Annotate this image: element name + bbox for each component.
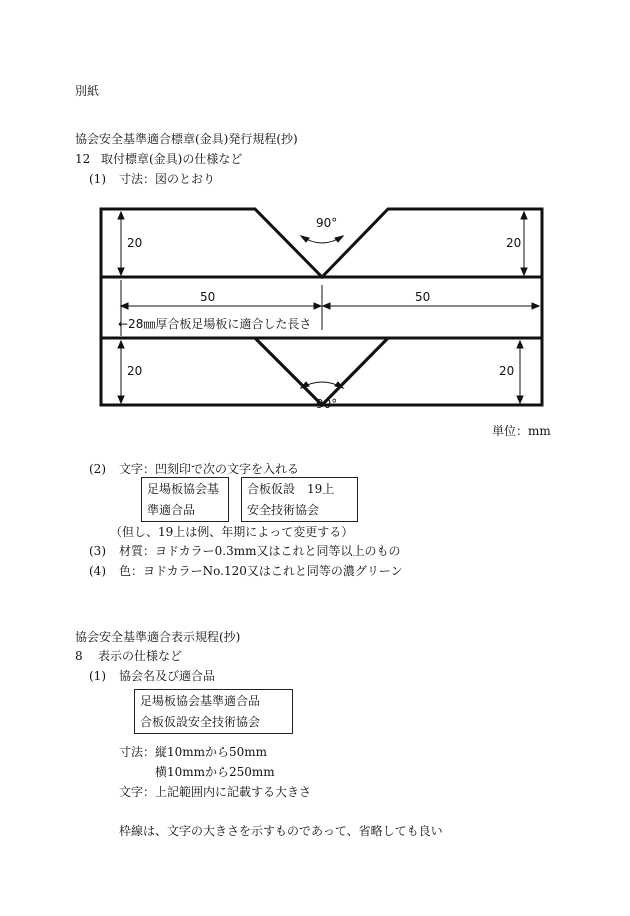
section1-sub4-text: 色：ヨドカラーNo.120又はこれと同等の濃グリーン: [119, 564, 403, 578]
label-box-line1: 足場板協会基準適合品: [140, 694, 261, 708]
character-spec: 文字：上記範囲内に記載する大きさ: [119, 785, 312, 799]
section1-item-title: 取付標章(金具)の仕様など: [101, 152, 243, 166]
section1-item-number: 12: [75, 152, 91, 166]
dim-20-top-right: 20: [506, 236, 522, 250]
section1-sub1-text: 寸法：図のとおり: [119, 172, 216, 186]
section2-sub1-number: (1): [89, 669, 106, 683]
stamp-box-right-line1: 合板仮設 19上: [247, 482, 335, 496]
dim-50-left: 50: [200, 290, 216, 304]
figure-note: ←28㎜厚合板足場板に適合した長さ: [118, 317, 312, 331]
section2-title: 協会安全基準適合表示規程(抄): [75, 630, 241, 644]
stamp-box-left: [141, 477, 229, 522]
stamp-box-right-line2: 安全技術協会: [247, 503, 320, 517]
stamp-box-right: [241, 477, 358, 522]
stamp-box-left-line2: 準適合品: [147, 503, 196, 517]
section1-sub1-number: (1): [89, 172, 106, 186]
year-remark: （但し、19上は例、年期によって変更する）: [110, 525, 354, 539]
section2-item-title: 表示の仕様など: [98, 649, 183, 663]
section1-sub4-number: (4): [89, 564, 106, 578]
angle-top-label: 90°: [316, 216, 338, 230]
section1-title: 協会安全基準適合標章(金具)発行規程(抄): [75, 132, 298, 146]
unit-label: 単位：mm: [492, 424, 551, 438]
bottom-plate-outline: [101, 338, 542, 405]
label-box-line2: 合板仮設安全技術協会: [140, 715, 261, 729]
angle-bottom-label: 90°: [316, 397, 338, 411]
bottom-notch: [255, 338, 388, 405]
dim-20-bottom-left: 20: [127, 364, 143, 378]
section1-sub2-number: (2): [89, 462, 106, 476]
frame-note: 枠線は、文字の大きさを示すものであって、省略しても良い: [119, 824, 443, 838]
section2-item-number: 8: [75, 649, 83, 663]
dimension-lines: [118, 212, 539, 403]
section2-sub1-text: 協会名及び適合品: [119, 669, 216, 683]
attachment-label: 別紙: [75, 84, 100, 98]
label-box: [134, 689, 293, 734]
section1-sub2-text: 文字：凹刻印で次の文字を入れる: [119, 462, 300, 476]
dim-50-right: 50: [415, 290, 431, 304]
section1-sub3-text: 材質：ヨドカラー0.3mm又はこれと同等以上のもの: [119, 544, 401, 558]
section1-sub3-number: (3): [89, 544, 106, 558]
dim-20-top-left: 20: [127, 236, 143, 250]
size-spec: 寸法：縦10mmから50mm: [119, 745, 268, 759]
size-width-spec: 横10mmから250mm: [155, 765, 275, 779]
dim-20-bottom-right: 20: [499, 364, 515, 378]
stamp-box-left-line1: 足場板協会基: [147, 482, 220, 496]
